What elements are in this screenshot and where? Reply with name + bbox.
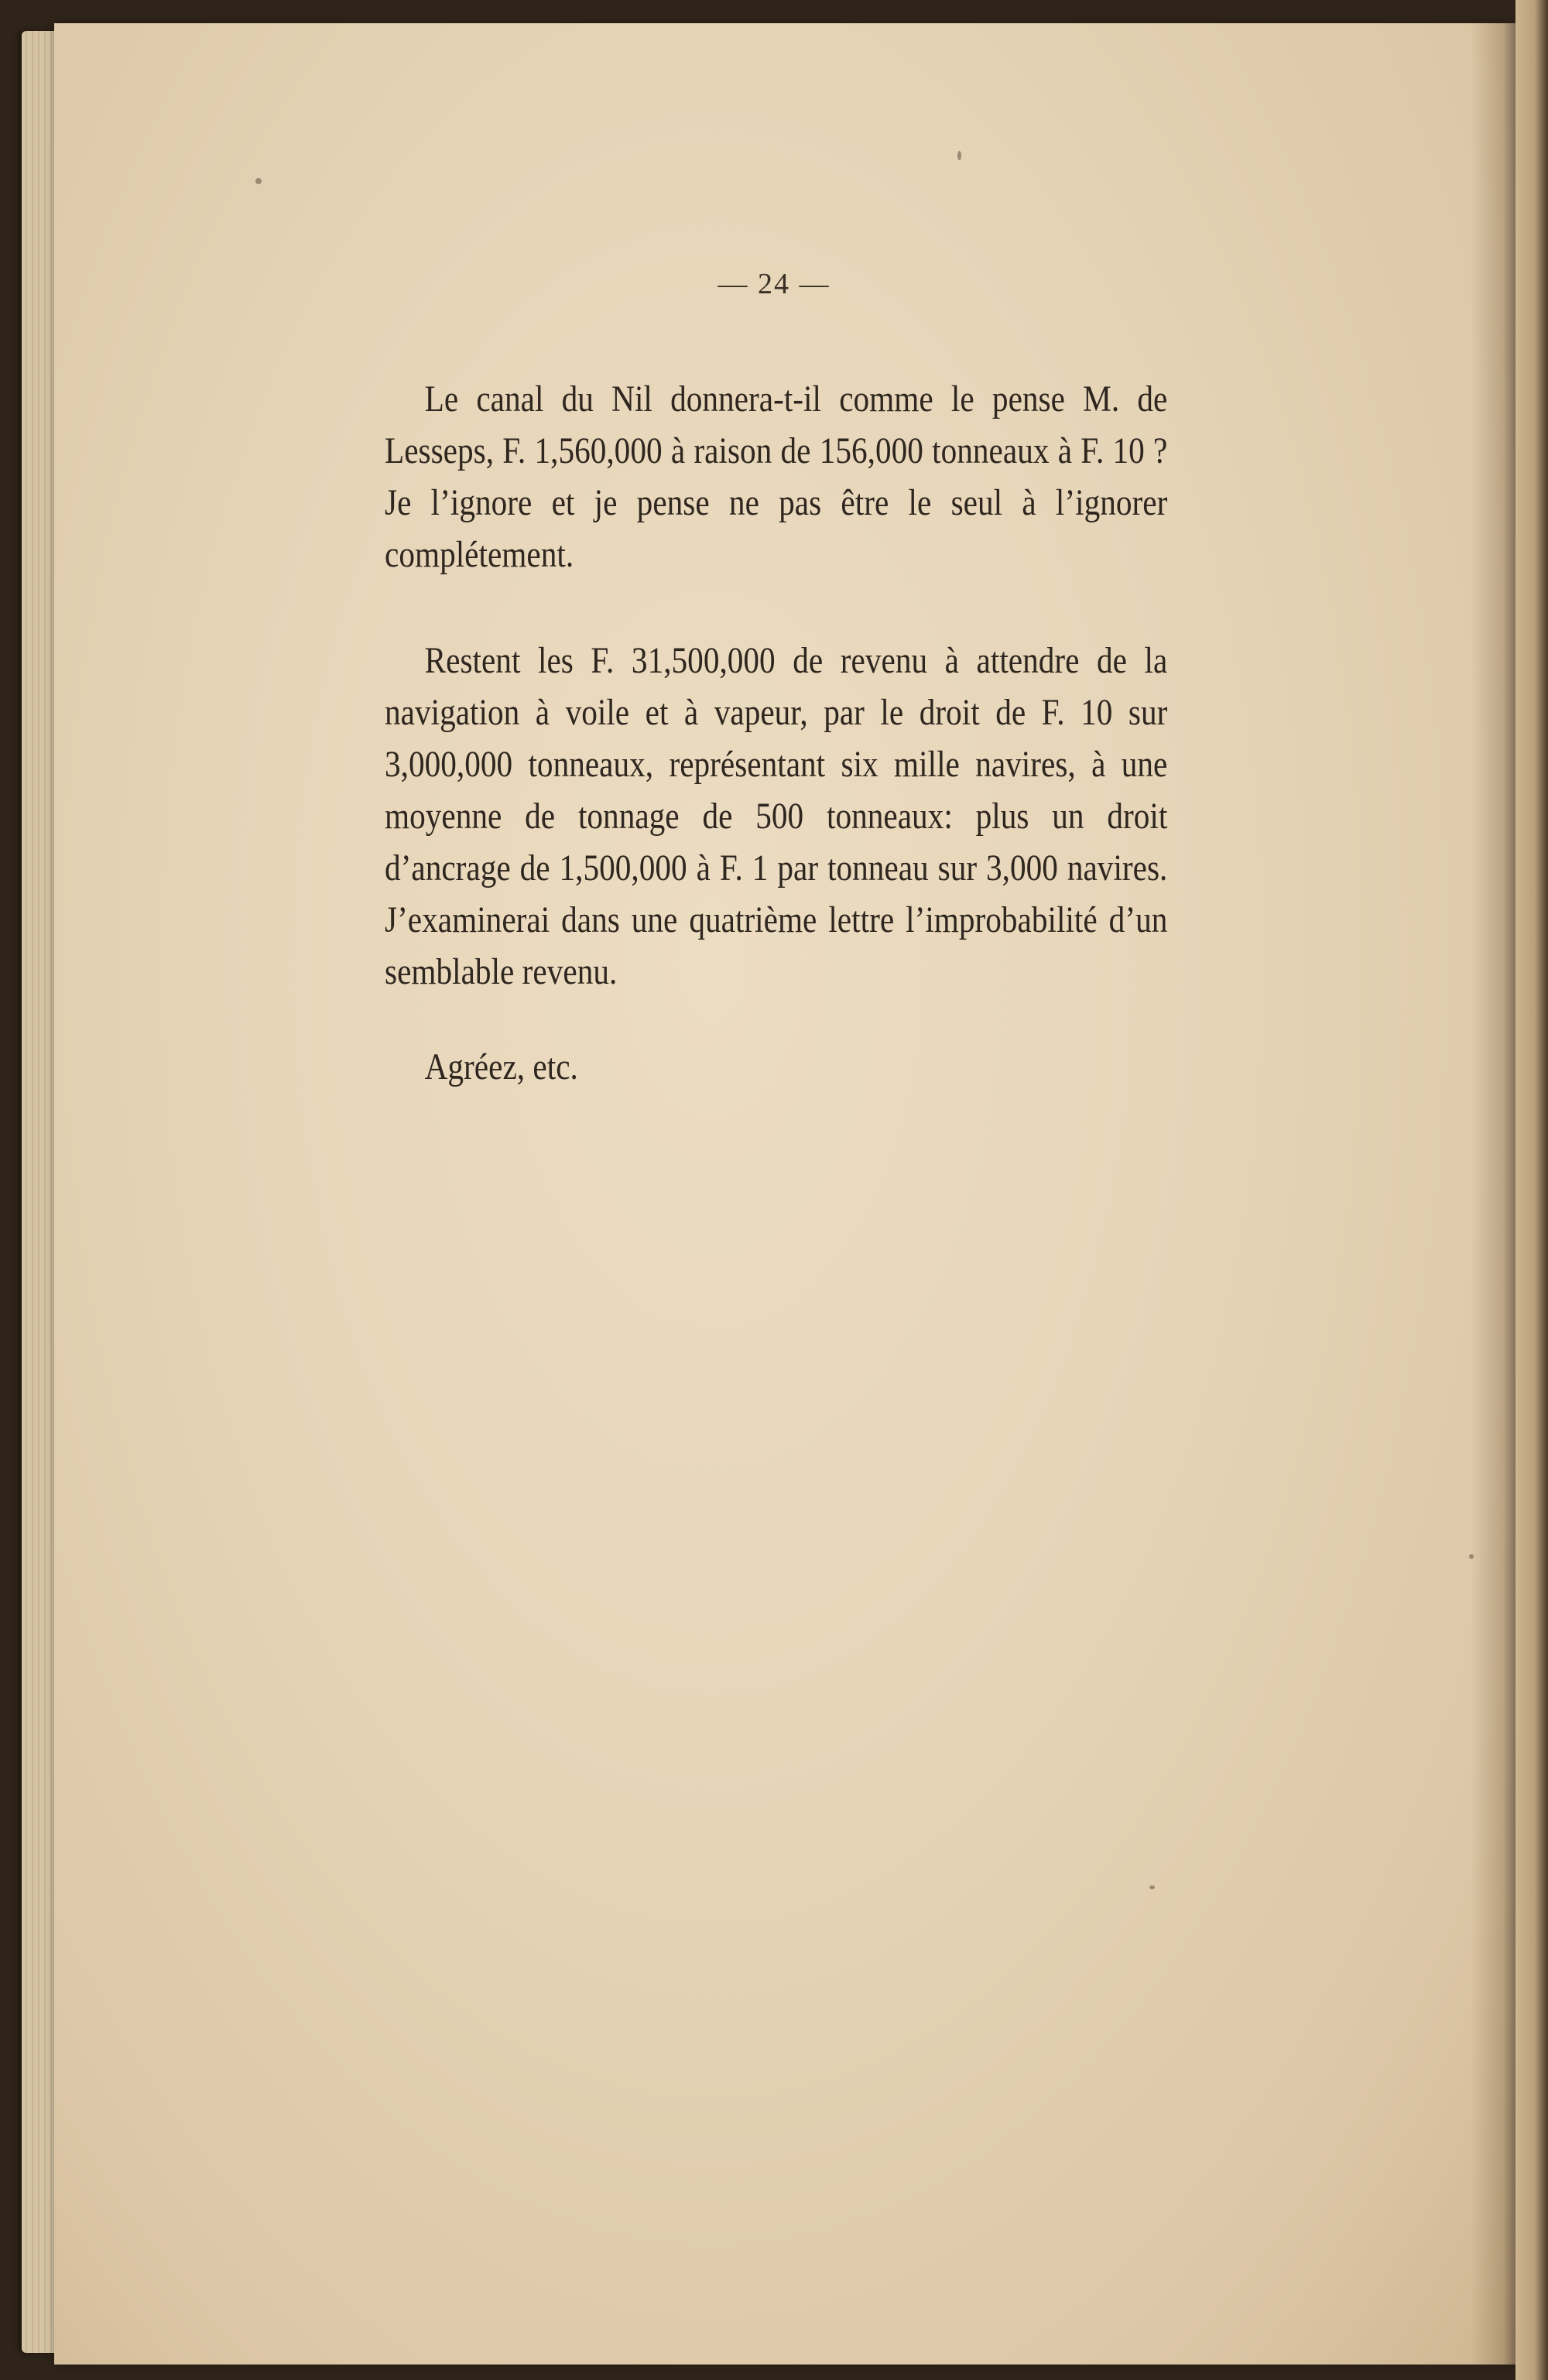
paper-speck	[1149, 1885, 1155, 1889]
paragraph-1: Le canal du Nil donnera-t-il comme le pense M. de Lesseps, F. 1,560,000 à raison de 156,000 tonneaux à F. 10 ? Je l’ignore et je pense ne pas être le seul à l’ignorer complétement.	[385, 378, 1168, 575]
paper-speck	[255, 178, 262, 184]
page-number: — 24 —	[717, 268, 831, 300]
body-text	[385, 373, 1167, 1093]
paper-speck	[957, 151, 961, 160]
closing-line: Agréez, etc.	[424, 1046, 578, 1087]
gutter-strip	[1515, 0, 1548, 2380]
paragraph-2: Restent les F. 31,500,000 de revenu à attendre de la navigation à voile et à vapeur, par le droit de F. 10 sur 3,000,000 tonneaux, représentant six mille navires, à une moyenne de tonnage de 500 tonneaux: plus un droit d’ancrage de 1,500,000 à F. 1 par tonneau sur 3,000 navires. J’examinerai dans une quatrième lettre l’improbabilité d’un semblable revenu.	[385, 640, 1168, 992]
paper-speck	[1469, 1554, 1474, 1559]
